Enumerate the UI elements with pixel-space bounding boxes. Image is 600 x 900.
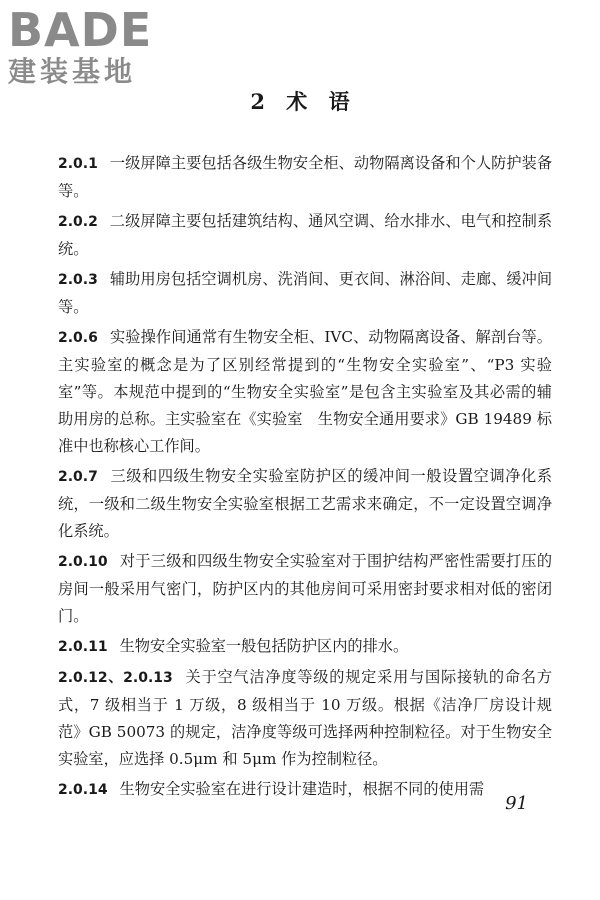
clause-number: 2.0.1 (58, 156, 98, 172)
clause-text: 辅助用房包括空调机房、洗消间、更衣间、淋浴间、走廊、缓冲间等。 (58, 270, 552, 316)
clause-number: 2.0.2 (58, 214, 98, 230)
clause-number: 2.0.12、2.0.13 (58, 670, 173, 686)
clause-text: 生物安全实验室在进行设计建造时，根据不同的使用需 (119, 780, 485, 798)
clause-text: 关于空气洁净度等级的规定采用与国际接轨的命名方式，7 级相当于 1 万级，8 级相当于 10 万级。根据《洁净厂房设计规范》GB 50073 的规定，洁净度等级可选择两种控制粒径。对于生物安全实验室，应选择 0.5μm 和 5μm 作为控制粒径。 (58, 668, 553, 768)
clause (58, 150, 552, 205)
clause-text: 生物安全实验室一般包括防护区内的排水。 (119, 637, 409, 655)
clause (58, 208, 552, 263)
clause-number: 2.0.11 (58, 639, 108, 655)
watermark-brand: BADE (8, 3, 153, 57)
clause (58, 633, 552, 661)
clause (58, 266, 552, 321)
clause-number: 2.0.10 (58, 554, 108, 570)
clause-text: 三级和四级生物安全实验室防护区的缓冲间一般设置空调净化系统，一级和二级生物安全实验室根据工艺需求来确定，不一定设置空调净化系统。 (58, 467, 552, 540)
clause-number: 2.0.7 (58, 469, 98, 485)
clause (58, 548, 552, 630)
clause-number: 2.0.14 (58, 782, 108, 798)
clause (58, 324, 552, 460)
section-title: 2 术 语 (250, 89, 350, 114)
clause-text: 实验操作间通常有生物安全柜、IVC、动物隔离设备、解剖台等。主实验室的概念是为了区别经常提到的“生物安全实验室”、“P3 实验室”等。本规范中提到的“生物安全实验室”是包含主实验室及其必需的辅助用房的总称。主实验室在《实验室 生物安全通用要求》GB 19489 标准中也称核心工作间。 (58, 328, 552, 455)
clause (58, 463, 552, 545)
clause-text: 对于三级和四级生物安全实验室对于围护结构严密性需要打压的房间一般采用气密门，防护区内的其他房间可采用密封要求相对低的密闭门。 (58, 552, 552, 625)
watermark-subtitle: 建装基地 (8, 55, 137, 88)
page-number: 91 (505, 793, 528, 814)
clause (58, 776, 552, 804)
watermark-logo (8, 3, 178, 88)
clause-list (58, 150, 552, 807)
clause-number: 2.0.6 (58, 330, 98, 346)
clause-number: 2.0.3 (58, 272, 98, 288)
clause-text: 二级屏障主要包括建筑结构、通风空调、给水排水、电气和控制系统。 (58, 212, 552, 258)
clause-text: 一级屏障主要包括各级生物安全柜、动物隔离设备和个人防护装备等。 (58, 154, 552, 200)
clause (58, 664, 552, 773)
